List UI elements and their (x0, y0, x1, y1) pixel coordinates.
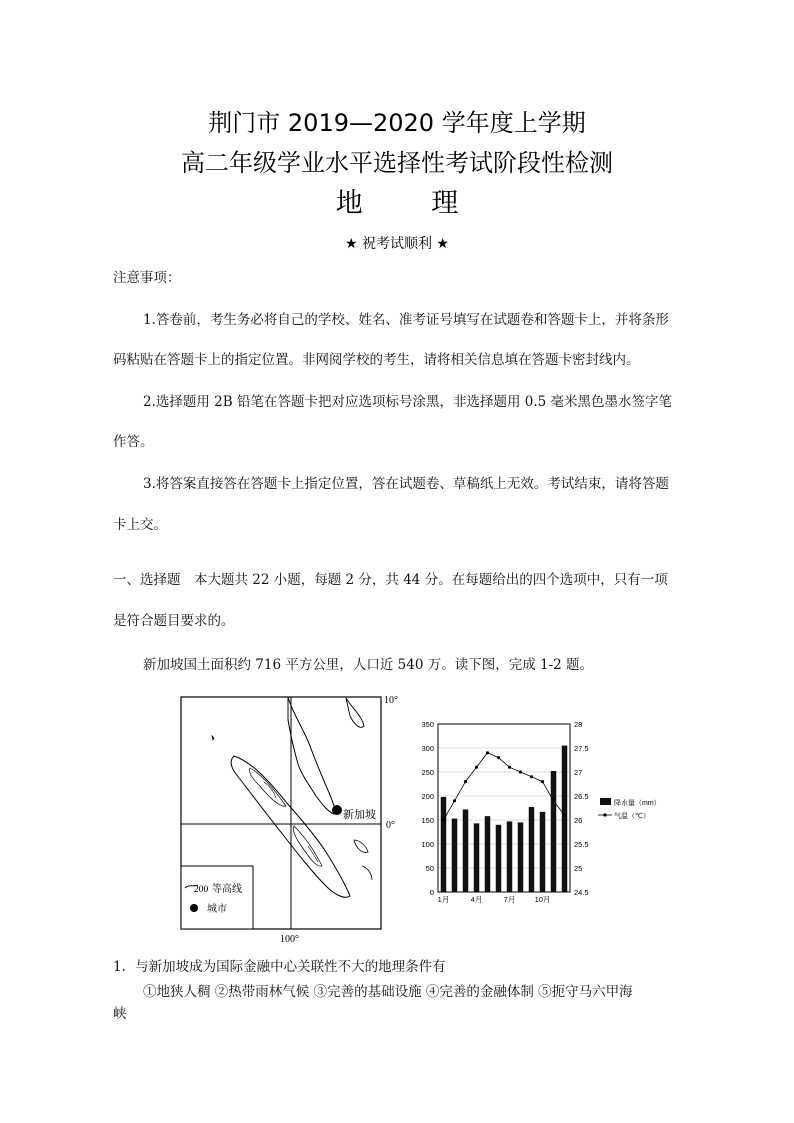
note-3-line2: 卡上交。 (113, 517, 167, 533)
precipitation-bar (562, 746, 568, 892)
singapore-city-dot (332, 805, 342, 815)
precipitation-bar (551, 771, 557, 892)
plot-frame (438, 724, 570, 892)
temperature-line (444, 753, 565, 820)
singapore-region-map (176, 690, 408, 946)
temperature-point (464, 780, 467, 783)
temperature-point (552, 799, 555, 802)
right-tick-label: 25 (574, 864, 583, 873)
right-tick-label: 24.5 (574, 888, 589, 897)
right-tick-label: 27.5 (574, 744, 589, 753)
temperature-point (475, 766, 478, 769)
note-2-line2: 作答。 (113, 434, 154, 450)
x-tick-label: 4月 (470, 895, 483, 904)
lat-10-label: 10° (384, 695, 398, 706)
legend-city-icon (190, 904, 198, 912)
precipitation-bar (507, 821, 513, 892)
right-tick-label: 26.5 (574, 792, 589, 801)
left-tick-label: 200 (421, 792, 434, 801)
left-tick-label: 100 (421, 840, 434, 849)
exam-title-line2: 高二年级学业水平选择性考试阶段性检测 (181, 149, 613, 177)
lon-100-label: 100° (280, 934, 299, 945)
precipitation-bar (496, 825, 502, 892)
subject-title: 地 理 (335, 188, 489, 219)
good-luck-wish: ★ 祝考试顺利 ★ (344, 236, 449, 252)
x-tick-label: 7月 (503, 895, 516, 904)
legend-precipitation-label: 降水量（mm） (614, 800, 661, 807)
left-tick-label: 250 (421, 768, 434, 777)
question1-options-line1: ①地狭人稠 ②热带雨林气候 ③完善的基础设施 ④完善的金融体制 ⑤扼守马六甲海 (143, 984, 633, 1000)
left-tick-label: 0 (429, 888, 434, 897)
temperature-point (486, 751, 489, 754)
climate-chart-svg (412, 714, 782, 914)
precipitation-bar (518, 822, 524, 892)
temperature-point (541, 780, 544, 783)
right-tick-label: 26 (574, 816, 583, 825)
temperature-point (519, 770, 522, 773)
map-legend-box (181, 866, 253, 929)
temperature-point (530, 775, 533, 778)
section1-line1: 一、选择题 本大题共 22 小题，每题 2 分，共 44 分。在每题给出的四个选项中，只有一项 (113, 572, 668, 588)
climate-chart (412, 714, 782, 918)
legend-city-label: 城市 (207, 904, 227, 915)
precipitation-bar (474, 823, 480, 892)
precipitation-bar (485, 816, 491, 892)
precipitation-bar (463, 809, 469, 892)
exam-title-line1: 荆门市 2019—2020 学年度上学期 (208, 109, 586, 137)
question1-stem: 1．与新加坡成为国际金融中心关联性不大的地理条件有 (113, 959, 446, 975)
legend-line-marker (603, 813, 606, 816)
precipitation-bar (529, 807, 535, 892)
lat-0-label: 0° (386, 820, 395, 831)
legend-contour-label: 等高线 (212, 884, 242, 895)
temperature-point (453, 799, 456, 802)
section1-line2: 是符合题目要求的。 (113, 613, 235, 629)
precipitation-bar (452, 819, 458, 892)
note-1-line1: 1.答卷前，考生务必将自己的学校、姓名、准考证号填写在试题卷和答题卡上，并将条形 (143, 312, 669, 328)
x-tick-label: 1月 (437, 895, 450, 904)
legend-bar-swatch (600, 798, 611, 805)
temperature-point (508, 766, 511, 769)
right-tick-label: 27 (574, 768, 583, 777)
right-tick-label: 28 (574, 720, 583, 729)
right-tick-label: 25.5 (574, 840, 589, 849)
question1-options-line2: 峡 (113, 1006, 127, 1022)
question-intro: 新加坡国土面积约 716 平方公里，人口近 540 万。读下图，完成 1-2 题。 (143, 657, 594, 673)
left-tick-label: 350 (421, 720, 434, 729)
legend-contour-value: 200 (194, 885, 209, 895)
notes-heading: 注意事项： (113, 270, 181, 286)
temperature-point (563, 814, 566, 817)
temperature-point (497, 756, 500, 759)
note-3-line1: 3.将答案直接答在答题卡上指定位置，答在试题卷、草稿纸上无效。考试结束，请将答题 (143, 476, 669, 492)
note-1-line2: 码粘贴在答题卡上的指定位置。非网阅学校的考生，请将相关信息填在答题卡密封线内。 (113, 352, 640, 368)
left-tick-label: 300 (421, 744, 434, 753)
precipitation-bar (540, 812, 546, 892)
legend-temperature-label: 气温（℃） (614, 813, 650, 820)
left-tick-label: 50 (425, 864, 434, 873)
temperature-point (442, 818, 445, 821)
precipitation-bar (441, 797, 447, 892)
left-tick-label: 150 (421, 816, 434, 825)
note-2-line1: 2.选择题用 2B 铅笔在答题卡把对应选项标号涂黑，非选择题用 0.5 毫米黑色墨水签字笔 (143, 394, 673, 410)
x-tick-label: 10月 (534, 895, 551, 904)
singapore-label: 新加坡 (343, 809, 376, 821)
